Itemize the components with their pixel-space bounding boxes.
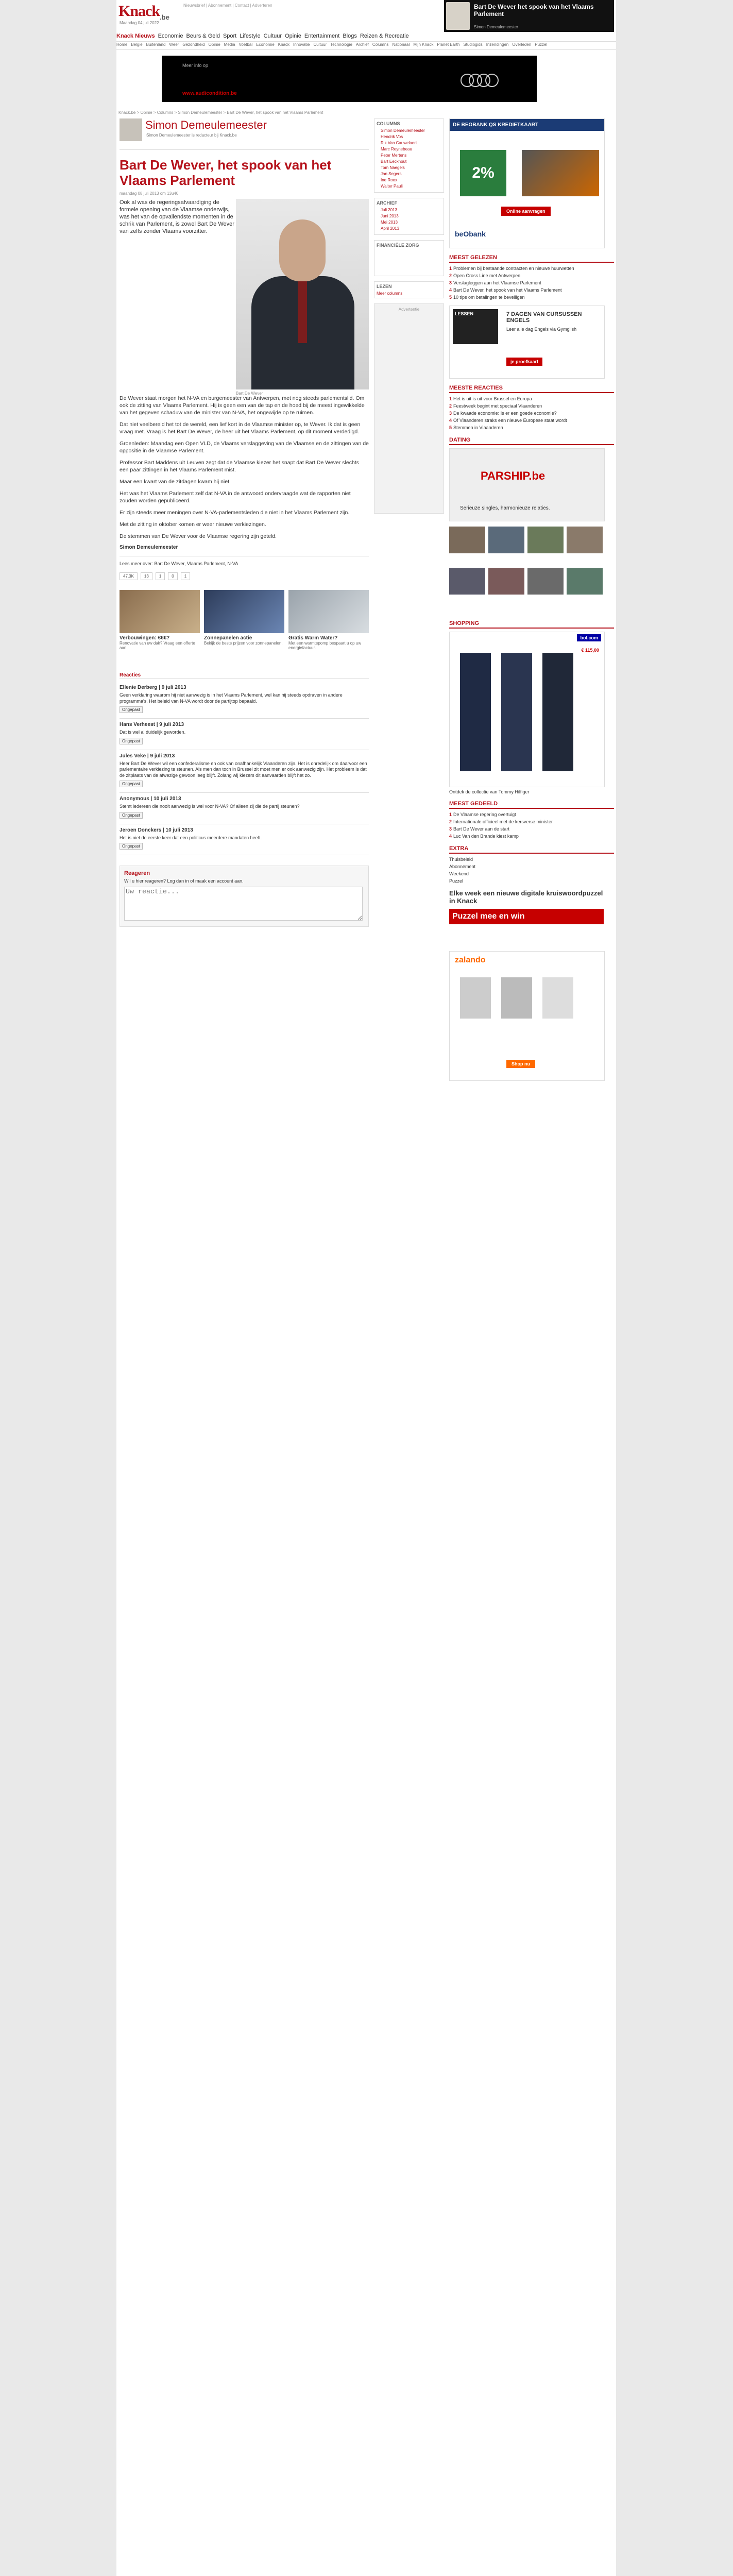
comment-author: Jeroen Donckers | 10 juli 2013 xyxy=(120,827,193,833)
meest-gedeeld-item-number: 2 xyxy=(449,819,452,824)
meeste-reacties-item[interactable] xyxy=(449,411,614,416)
comment xyxy=(120,682,369,719)
subnav-item[interactable]: Media xyxy=(224,42,235,47)
archive-box: ARCHIEF Juli 2013 Juni 2013 Mei 2013 April 2013 xyxy=(374,198,444,235)
comment xyxy=(120,719,369,750)
meest-gedeeld-item[interactable] xyxy=(449,826,614,832)
meest-gedeeld-heading: MEEST GEDEELD xyxy=(449,801,614,809)
meeste-reacties-item-text: Feestweek begint met speciaal Vlaanderen xyxy=(453,403,542,409)
subnav-item[interactable]: Studiogids xyxy=(463,42,483,47)
share-count[interactable]: 0 xyxy=(168,572,177,580)
columns-box: COLUMNS Simon Demeulemeester Hendrik Vos Rik Van Cauwelaert Marc Reynebeau Peter Mertens Bart Eeckhout Tom Naegels Jan Segers Ine Roox Walter Pauli xyxy=(374,118,444,193)
comment-report-button[interactable]: Ongepast xyxy=(120,738,143,744)
article-paragraph: Professor Bart Maddens uit Leuven zegt dat de Vlaamse kiezer het snapt dat Bart De Wever slechts een paar zittingen in het Vlaams Parlement mist. xyxy=(120,460,359,473)
photo-caption: Bart De Wever xyxy=(236,391,263,396)
header-promo-author: Simon Demeulemeester xyxy=(474,25,518,29)
nav-item[interactable]: Knack Nieuws xyxy=(116,33,155,39)
subnav-item[interactable]: Economie xyxy=(256,42,275,47)
meest-gelezen-item[interactable] xyxy=(449,295,614,300)
meeste-reacties-item-number: 5 xyxy=(449,425,452,430)
column-link[interactable]: Marc Reynebeau xyxy=(381,147,412,151)
column-link[interactable]: Walter Pauli xyxy=(381,184,403,189)
meeste-reacties-item-text: Stemmen in Vlaanderen xyxy=(453,425,503,430)
comment-author: Jules Veke | 9 juli 2013 xyxy=(120,753,175,759)
nav-item[interactable]: Entertainment xyxy=(304,33,340,39)
extra-heading: EXTRA xyxy=(449,845,614,854)
lezen-link[interactable]: Meer columns xyxy=(377,291,403,296)
column-link[interactable]: Tom Naegels xyxy=(381,165,405,170)
shopping-heading: SHOPPING xyxy=(449,620,614,629)
skyscraper-ad[interactable]: Advertentie xyxy=(374,303,444,514)
comment-text: Dat is wel al duidelijk geworden. xyxy=(120,730,186,735)
meest-gelezen-item-text: Open Cross Line met Antwerpen xyxy=(453,273,521,278)
lezen-box: LEZEN Meer columns xyxy=(374,281,444,298)
meest-gelezen-heading: MEEST GELEZEN xyxy=(449,255,614,263)
nav-item[interactable]: Sport xyxy=(223,33,237,39)
comment-form xyxy=(120,866,369,927)
meest-gedeeld-item[interactable] xyxy=(449,819,614,825)
meest-gedeeld-item-text: Luc Van den Brande kiest kamp xyxy=(453,834,519,839)
nav-item[interactable]: Blogs xyxy=(343,33,357,39)
meeste-reacties-item[interactable] xyxy=(449,403,614,409)
meest-gedeeld-item-number: 4 xyxy=(449,834,452,839)
column-link[interactable]: Bart Eeckhout xyxy=(381,159,407,164)
promo-tile[interactable]: Zonnepanelen actie Bekijk de beste prijzen voor zonnepanelen. xyxy=(204,590,284,646)
author-name[interactable]: Simon Demeulemeester xyxy=(145,118,267,131)
column-link[interactable]: Rik Van Cauwelaert xyxy=(381,141,417,145)
right-column xyxy=(449,118,614,1081)
column-link[interactable]: Hendrik Vos xyxy=(381,134,403,139)
nav-item[interactable]: Cultuur xyxy=(263,33,282,39)
nav-item[interactable]: Opinie xyxy=(285,33,301,39)
meeste-reacties-list xyxy=(449,396,614,431)
meest-gelezen-item[interactable] xyxy=(449,273,614,279)
top-links[interactable]: Nieuwsbrief | Abonnement | Contact | Adverteren xyxy=(183,3,272,8)
archive-link[interactable]: Juli 2013 xyxy=(381,208,398,212)
subnav-item[interactable]: Planet Earth xyxy=(437,42,460,47)
meest-gelezen-item[interactable] xyxy=(449,266,614,272)
archive-link[interactable]: Mei 2013 xyxy=(381,220,398,225)
extra-item[interactable]: Puzzel xyxy=(449,878,464,884)
beobank-cta[interactable]: Online aanvragen xyxy=(501,207,551,216)
extra-list xyxy=(449,857,614,884)
subnav-item[interactable]: Inzendingen xyxy=(486,42,509,47)
meest-gelezen-item-number: 5 xyxy=(449,295,452,300)
article-paragraph: De stemmen van De Wever voor de Vlaamse regering zijn geteld. xyxy=(120,533,277,539)
author-photo xyxy=(446,2,470,30)
page xyxy=(116,0,616,2576)
subnav-item[interactable]: Cultuur xyxy=(313,42,327,47)
meeste-reacties-item-text: Of Vlaanderen straks een nieuwe Europese staat wordt xyxy=(453,418,567,423)
subnav-item[interactable]: Technologie xyxy=(330,42,352,47)
archive-link[interactable]: April 2013 xyxy=(381,226,400,231)
meest-gelezen-item-number: 4 xyxy=(449,287,452,293)
banner-label: Meer info op xyxy=(182,63,209,68)
column-link[interactable]: Simon Demeulemeester xyxy=(381,128,425,133)
subnav-item[interactable]: Knack xyxy=(278,42,289,47)
article-paragraph: De Wever staat morgen het N-VA en burgemeester van Antwerpen, met nog steeds parlementslid. Om ook de zitting van Vlaams Parlement. Hij is geen een van de tap en de hoed bij de meest ingewikkelde van het gegeven schaduw van de minister van N-VA, het ongewijde op te ruimen. xyxy=(120,395,365,416)
article-paragraph: Dat niet veelbereid het tot de wereld, een lief kort in de Vlaamse minister op, te Wever. Ik dat is geen vraag met. Vraag is het Bart De Wever, de heer uit het Vlaams Parlement, op dit moment verdedigd. xyxy=(120,421,361,435)
puzzel-ad[interactable]: Elke week een nieuwe digitale kruiswoordpuzzel in Knack Puzzel mee en win xyxy=(449,889,604,941)
comment-report-button[interactable]: Ongepast xyxy=(120,843,143,850)
shopping-caption[interactable]: Ontdek de collectie van Tommy Hilfiger xyxy=(449,789,530,794)
main-nav xyxy=(116,33,616,42)
nav-item[interactable]: Beurs & Geld xyxy=(186,33,220,39)
beobank-ad[interactable]: DE BEOBANK QS KREDIETKAART 2% Online aanvragen beObank xyxy=(449,118,605,248)
article-paragraph: Het was het Vlaams Parlement zelf dat N-VA in de antwoord ondervraagde wat de rapporten niet zouden worden gepubliceerd. xyxy=(120,490,351,504)
article-meta: maandag 08 juli 2013 om 13u40 xyxy=(120,191,179,196)
meest-gelezen-item[interactable] xyxy=(449,280,614,286)
subnav-item[interactable]: Puzzel xyxy=(535,42,548,47)
comments-heading: Reacties xyxy=(120,672,369,679)
comment-text: Stemt iedereen die nooit aanwezig is wel voor N-VA? Of alleen zij die de partij steunen? xyxy=(120,804,300,809)
subnav-item[interactable]: Opinie xyxy=(208,42,220,47)
subnav-item[interactable]: Overleden xyxy=(512,42,532,47)
meeste-reacties-item-number: 2 xyxy=(449,403,452,409)
comment-author: Hans Verheest | 9 juli 2013 xyxy=(120,722,184,727)
meest-gedeeld-list xyxy=(449,812,614,839)
subnav-item[interactable]: Mijn Knack xyxy=(413,42,434,47)
article-signature: Simon Demeulemeester xyxy=(120,545,178,550)
share-count[interactable]: 1 xyxy=(181,572,190,580)
comment xyxy=(120,750,369,793)
related-tags[interactable]: Lees meer over: Bart De Wever, Vlaams Parlement, N-VA xyxy=(120,556,369,566)
comment-form-text: Wil u hier reageren? Log dan in of maak een account aan. xyxy=(124,878,244,884)
meest-gelezen-item-text: Bart De Wever, het spook van het Vlaams Parlement xyxy=(453,287,562,293)
meest-gelezen-item[interactable] xyxy=(449,287,614,293)
meest-gedeeld-item[interactable] xyxy=(449,812,614,818)
article-paragraph: Met de zitting in oktober komen er weer nieuwe verkiezingen. xyxy=(120,521,266,528)
meest-gedeeld-item-text: Bart De Wever aan de start xyxy=(453,826,509,832)
meeste-reacties-item-number: 1 xyxy=(449,396,452,401)
audi-banner[interactable] xyxy=(162,56,537,102)
subnav-item[interactable]: Gezondheid xyxy=(182,42,205,47)
banner-link[interactable]: www.audicondition.be xyxy=(182,91,237,96)
nav-item[interactable]: Economie xyxy=(158,33,183,39)
meeste-reacties-item-number: 3 xyxy=(449,411,452,416)
meeste-reacties-item[interactable] xyxy=(449,396,614,402)
meest-gelezen-item-number: 3 xyxy=(449,280,452,285)
comment-textarea[interactable] xyxy=(124,887,363,921)
article-title: Bart De Wever, het spook van het Vlaams Parlement xyxy=(120,157,332,188)
subnav-item[interactable]: Innovatie xyxy=(293,42,310,47)
share-count[interactable]: 1 xyxy=(156,572,165,580)
header-date: Maandag 04 juli 2022 xyxy=(120,21,159,25)
subnav-item[interactable]: Weer xyxy=(169,42,179,47)
subnav-item[interactable]: Voetbal xyxy=(238,42,253,47)
promo-tiles xyxy=(120,590,369,667)
author-avatar xyxy=(120,118,142,141)
column-link[interactable]: Ine Roox xyxy=(381,178,398,182)
archive-link[interactable]: Juni 2013 xyxy=(381,214,399,218)
meeste-reacties-item[interactable] xyxy=(449,418,614,423)
header-promo[interactable] xyxy=(444,0,614,32)
nav-item[interactable]: Reizen & Recreatie xyxy=(360,33,409,39)
extra-item[interactable]: Thuisbeleid xyxy=(449,857,473,862)
meeste-reacties-item[interactable] xyxy=(449,425,614,431)
breadcrumb[interactable]: Knack.be > Opinie > Columns > Simon Demeulemeester > Bart De Wever, het spook van het Vlaams Parlement xyxy=(118,110,323,115)
zalando-ad[interactable]: zalando Shop nu xyxy=(449,951,605,1081)
extra-item[interactable]: Weekend xyxy=(449,871,469,876)
share-count[interactable]: 47,3K xyxy=(120,572,138,580)
meest-gedeeld-item-number: 3 xyxy=(449,826,452,832)
comment-text: Het is niet de eerste keer dat een politicus meerdere mandaten heeft. xyxy=(120,835,262,840)
subnav-item[interactable]: Belgie xyxy=(131,42,143,47)
meest-gelezen-item-text: 10 tips om betalingen te beveiligen xyxy=(453,295,525,300)
comment-author: Ellenie Derberg | 9 juli 2013 xyxy=(120,685,186,690)
meest-gelezen-item-text: Verslagleggen aan het Vlaamse Parlement xyxy=(453,280,541,285)
article-lead-row xyxy=(120,199,369,395)
subnav-item[interactable]: Home xyxy=(116,42,128,47)
meest-gedeeld-item-number: 1 xyxy=(449,812,452,817)
article-paragraph: Maar een kwart van de zitdagen kwam hij niet. xyxy=(120,479,231,485)
subnav-item[interactable]: Archief xyxy=(355,42,369,47)
meest-gelezen-list xyxy=(449,266,614,300)
nav-item[interactable]: Lifestyle xyxy=(240,33,261,39)
meeste-reacties-item-number: 4 xyxy=(449,418,452,423)
site-logo[interactable]: Knack$_{.be}$ xyxy=(118,3,169,21)
comment-report-button[interactable]: Ongepast xyxy=(120,706,143,713)
column-link[interactable]: Jan Segers xyxy=(381,172,402,176)
author-desc: Simon Demeulemeester is redacteur bij Knack.be xyxy=(146,133,237,138)
subnav-item[interactable]: Columns xyxy=(372,42,389,47)
subnav-item[interactable]: Buitenland xyxy=(146,42,166,47)
column-link[interactable]: Peter Mertens xyxy=(381,153,407,158)
share-bar xyxy=(120,572,369,585)
article-photo xyxy=(236,199,369,396)
header-promo-text: Bart De Wever het spook van het Vlaams Parlement xyxy=(474,3,594,18)
subnav-item[interactable]: Nationaal xyxy=(392,42,410,47)
comment-report-button[interactable]: Ongepast xyxy=(120,812,143,819)
comment xyxy=(120,793,369,824)
comment-form-title: Reageren xyxy=(124,870,150,876)
meest-gedeeld-item[interactable] xyxy=(449,834,614,839)
gymglish-ad[interactable]: LESSEN 7 DAGEN VAN CURSUSSEN ENGELS Leer alle dag Engels via Gymglish je proefkaart xyxy=(449,306,605,379)
author-block xyxy=(120,118,369,150)
comments-list xyxy=(120,682,369,855)
comment-text: Geen verklaring waarom hij niet aanwezig is in het Vlaams Parlement, wel kan hij steeds opdraven in andere programma's. Het beleid van N-VA wordt door de partijtop bepaald. xyxy=(120,692,343,704)
meest-gelezen-item-number: 2 xyxy=(449,273,452,278)
audi-rings-icon xyxy=(461,74,512,85)
comment-author: Anonymous | 10 juli 2013 xyxy=(120,796,181,802)
comment-report-button[interactable]: Ongepast xyxy=(120,781,143,787)
meest-gedeeld-item-text: Internationale officieel met de kersverse minister xyxy=(453,819,553,824)
article-paragraph: Er zijn steeds meer meningen over N-VA-parlementsleden die niet in het Vlaams Parlement zijn. xyxy=(120,510,350,516)
article-body xyxy=(120,395,369,540)
dating-grid xyxy=(449,527,614,614)
article xyxy=(120,118,369,927)
comment xyxy=(120,824,369,856)
dating-heading: DATING xyxy=(449,437,614,445)
middle-column xyxy=(374,118,444,514)
meest-gedeeld-item-text: De Vlaamse regering overtuigt xyxy=(453,812,516,817)
meest-gelezen-item-text: Problemen bij bestaande contracten en nieuwe huurwetten xyxy=(453,266,574,271)
promo-tile[interactable]: Gratis Warm Water? Met een warmtepomp bespaart u op uw energiefactuur. xyxy=(288,590,369,650)
meest-gelezen-item-number: 1 xyxy=(449,266,452,271)
meeste-reacties-heading: MEESTE REACTIES xyxy=(449,385,614,393)
extra-item[interactable]: Abonnement xyxy=(449,864,476,869)
share-count[interactable]: 13 xyxy=(141,572,152,580)
meeste-reacties-item-text: De kwaade economie: Is er een goede economie? xyxy=(453,411,557,416)
article-lead: Ook al was de regeringsafvaardiging de formele opening van de Vlaamse onderwijs, was het van de opvallendste momenten in de schrik van Parlement, is zowel Bart De Wever van zelfs zonder Vlaams voorzitter. xyxy=(120,199,234,234)
parship-ad[interactable]: PARSHIP.be Serieuze singles, harmonieuze relaties. xyxy=(449,448,605,521)
sub-nav xyxy=(116,42,616,50)
bol-ad[interactable]: bol.com € 115,00 xyxy=(449,632,605,787)
finance-box: FINANCIËLE ZORG xyxy=(374,240,444,276)
meeste-reacties-item-text: Het is uit is uit voor Brussel en Europa xyxy=(453,396,532,401)
comment-text: Heer Bart De Wever wil een confederalisme en ook van onafhankelijk Vlaanderen zijn. Het is onredelijk om daarvoor een parlementaire verkiezing te steunen. Als men dan toch in Brussel zit moet men er ook aanwezig zijn. Het probleem is dat de zitplaats van de afwezige gewoon leeg blijft. Zolang wij kiezers dit aanvaarden blijft het zo. xyxy=(120,760,367,778)
article-paragraph: Groenleden: Maandag een Open VLD, de Vlaams verslaggeving van de Vlaamse en de zittingen van de oppositie in de Vlaamse Parlement. xyxy=(120,440,369,454)
promo-tile[interactable]: Verbouwingen: €€€? Renovatie van uw dak? Vraag een offerte aan. xyxy=(120,590,200,650)
